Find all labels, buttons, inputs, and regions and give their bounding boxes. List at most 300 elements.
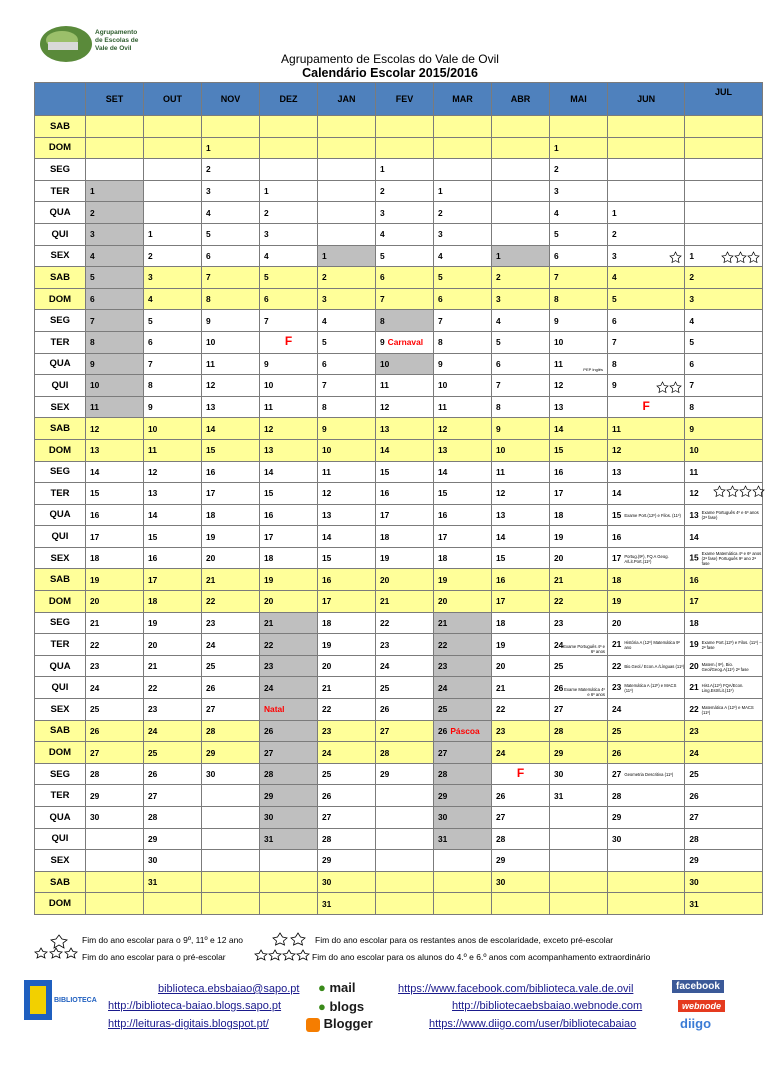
exam-note: Bio.Geol./ Econ.A /Línguas (11º)	[624, 664, 685, 670]
day-number: 27	[612, 769, 622, 780]
day-cell	[260, 483, 318, 505]
day-cell	[492, 461, 550, 483]
day-cell	[608, 742, 685, 764]
day-cell	[685, 699, 762, 721]
day-number: 23	[322, 725, 332, 736]
day-cell	[260, 159, 318, 181]
day-number: 9	[148, 402, 153, 413]
day-cell	[608, 763, 685, 785]
day-cell	[318, 202, 376, 224]
day-number: 20	[496, 661, 506, 672]
day-cell	[144, 439, 202, 461]
day-cell	[144, 288, 202, 310]
day-cell	[685, 267, 762, 289]
day-number: 25	[206, 661, 216, 672]
day-cell	[608, 828, 685, 850]
day-cell	[376, 288, 434, 310]
day-number: 22	[689, 703, 699, 714]
day-cell	[434, 159, 492, 181]
day-number: 30	[206, 769, 216, 780]
weekday-label: QUA	[35, 655, 86, 677]
day-number: 3	[689, 294, 694, 305]
day-cell	[260, 785, 318, 807]
calendar-row	[35, 461, 763, 483]
day-number: 21	[148, 661, 158, 672]
day-cell	[376, 763, 434, 785]
day-number: 21	[264, 617, 274, 628]
day-cell	[202, 893, 260, 915]
blogspot-link[interactable]: http://leituras-digitais.blogspot.pt/	[108, 1018, 269, 1030]
day-number: 17	[90, 531, 100, 542]
day-cell	[376, 547, 434, 569]
day-number: 12	[90, 423, 100, 434]
day-cell	[202, 439, 260, 461]
day-number: 27	[554, 704, 564, 715]
day-number: 22	[264, 639, 274, 650]
day-cell	[86, 461, 144, 483]
day-number: 1	[438, 186, 443, 197]
day-number: 22	[438, 639, 448, 650]
day-number: 23	[264, 661, 274, 672]
weekday-label: SEG	[35, 461, 86, 483]
day-number: 14	[148, 509, 158, 520]
day-cell	[202, 223, 260, 245]
day-number: 16	[380, 488, 390, 499]
day-cell	[318, 137, 376, 159]
calendar-row	[35, 180, 763, 202]
day-cell	[608, 850, 685, 872]
day-cell	[492, 807, 550, 829]
day-number: 15	[554, 445, 564, 456]
day-cell	[492, 331, 550, 353]
month-header-jul: JUL	[685, 83, 762, 116]
day-number: 31	[689, 898, 699, 909]
day-cell	[376, 267, 434, 289]
day-cell	[144, 245, 202, 267]
day-number: 5	[380, 250, 385, 261]
day-cell	[260, 526, 318, 548]
day-cell	[376, 439, 434, 461]
day-cell	[434, 742, 492, 764]
day-cell	[144, 310, 202, 332]
day-cell	[550, 742, 608, 764]
day-cell	[86, 137, 144, 159]
day-cell	[434, 504, 492, 526]
star-legend-4-icon	[254, 948, 312, 962]
weekday-label: TER	[35, 483, 86, 505]
day-cell	[144, 547, 202, 569]
day-cell	[550, 331, 608, 353]
day-cell	[260, 742, 318, 764]
day-cell	[144, 396, 202, 418]
day-number: 13	[322, 509, 332, 520]
day-number: 18	[206, 509, 216, 520]
day-cell	[492, 245, 550, 267]
day-cell	[144, 461, 202, 483]
day-number: 8	[90, 337, 95, 348]
day-number: 1	[380, 164, 385, 175]
day-cell	[434, 547, 492, 569]
day-number: 30	[90, 812, 100, 823]
day-number: 8	[554, 294, 559, 305]
day-number: 8	[689, 402, 694, 413]
day-cell	[550, 202, 608, 224]
calendar-row	[35, 807, 763, 829]
day-number: 7	[322, 380, 327, 391]
day-cell	[318, 828, 376, 850]
day-cell	[685, 439, 762, 461]
day-cell	[144, 353, 202, 375]
day-number: 29	[206, 747, 216, 758]
day-number: 4	[438, 250, 443, 261]
day-number: 24	[554, 639, 564, 650]
day-cell	[318, 267, 376, 289]
day-number: 13	[612, 466, 622, 477]
day-cell	[492, 267, 550, 289]
day-number: 13	[438, 445, 448, 456]
day-cell	[685, 742, 762, 764]
calendar-row	[35, 223, 763, 245]
facebook-link[interactable]: https://www.facebook.com/biblioteca.vale.de.ovil	[398, 983, 634, 995]
diigo-link[interactable]: https://www.diigo.com/user/bibliotecabaiao	[429, 1018, 637, 1030]
day-number: 21	[206, 574, 216, 585]
day-cell	[202, 310, 260, 332]
sapo-mail-brand: ● mail	[318, 980, 356, 995]
day-number: 19	[148, 617, 158, 628]
day-cell	[685, 202, 762, 224]
day-number: 3	[206, 186, 211, 197]
weekday-label: DOM	[35, 742, 86, 764]
day-cell	[318, 720, 376, 742]
day-cell	[434, 569, 492, 591]
ferias-mark: F	[284, 333, 293, 348]
day-number: 25	[380, 682, 390, 693]
day-number: 18	[438, 553, 448, 564]
day-number: 2	[206, 164, 211, 175]
day-number: 23	[206, 617, 216, 628]
email-link[interactable]: biblioteca.ebsbaiao@sapo.pt	[158, 983, 300, 995]
day-cell	[260, 612, 318, 634]
day-cell	[86, 569, 144, 591]
day-cell	[550, 526, 608, 548]
day-cell	[376, 245, 434, 267]
day-cell	[434, 353, 492, 375]
day-cell	[144, 850, 202, 872]
day-cell	[685, 850, 762, 872]
day-cell	[260, 375, 318, 397]
day-number: 15	[380, 466, 390, 477]
calendar-row	[35, 331, 763, 353]
month-header-row	[35, 83, 763, 116]
day-number: 15	[496, 553, 506, 564]
calendar-row	[35, 202, 763, 224]
day-cell	[86, 483, 144, 505]
day-cell	[434, 763, 492, 785]
day-cell	[318, 785, 376, 807]
day-number: 14	[438, 466, 448, 477]
day-cell	[608, 591, 685, 613]
calendar-row	[35, 159, 763, 181]
month-header-jun: JUN	[608, 83, 685, 116]
day-number: 3	[438, 229, 443, 240]
day-number: 12	[689, 488, 699, 499]
day-number: 13	[264, 445, 274, 456]
day-cell	[685, 655, 762, 677]
day-cell	[86, 612, 144, 634]
day-number: 1	[496, 250, 501, 261]
day-cell	[492, 418, 550, 440]
day-cell	[608, 418, 685, 440]
day-number: 8	[496, 402, 501, 413]
day-number: 23	[689, 725, 699, 736]
day-number: 26	[438, 725, 448, 736]
day-number: 16	[612, 531, 622, 542]
day-cell	[685, 807, 762, 829]
day-number: 25	[689, 769, 699, 780]
day-cell	[260, 547, 318, 569]
day-number: 4	[322, 315, 327, 326]
day-cell	[86, 677, 144, 699]
day-number: 26	[90, 725, 100, 736]
day-number: 24	[206, 639, 216, 650]
day-number: 3	[264, 229, 269, 240]
day-cell	[685, 677, 762, 699]
calendar-row	[35, 504, 763, 526]
sapo-blogs-brand: ● blogs	[318, 999, 365, 1014]
corner-cell	[35, 83, 86, 116]
day-number: 9	[496, 423, 501, 434]
day-cell	[202, 871, 260, 893]
day-cell	[202, 807, 260, 829]
day-cell	[434, 483, 492, 505]
day-cell	[86, 547, 144, 569]
day-cell	[434, 807, 492, 829]
day-number: 23	[148, 704, 158, 715]
day-number: 24	[689, 747, 699, 758]
day-cell	[260, 137, 318, 159]
day-cell	[202, 137, 260, 159]
day-number: 17	[612, 552, 622, 563]
day-number: 20	[612, 617, 622, 628]
day-number: 22	[206, 596, 216, 607]
day-number: 31	[554, 790, 564, 801]
day-number: 20	[206, 553, 216, 564]
day-number: 13	[206, 402, 216, 413]
day-number: 30	[322, 877, 332, 888]
day-number: 2	[438, 207, 443, 218]
day-cell	[144, 677, 202, 699]
day-number: 6	[496, 358, 501, 369]
day-cell	[318, 634, 376, 656]
weekday-label: QUA	[35, 202, 86, 224]
day-number: 30	[612, 833, 622, 844]
day-cell	[144, 742, 202, 764]
day-cell	[434, 461, 492, 483]
day-number: 22	[322, 704, 332, 715]
day-cell	[86, 763, 144, 785]
ferias-mark: F	[516, 765, 525, 780]
day-cell	[492, 699, 550, 721]
day-cell	[376, 461, 434, 483]
day-number: 29	[148, 833, 158, 844]
day-number: 29	[90, 790, 100, 801]
day-cell	[550, 180, 608, 202]
day-number: 16	[148, 553, 158, 564]
exam-note: Exame Port.(12º) e Filos. (11º) – 2ª fase	[701, 639, 762, 650]
day-number: 7	[264, 315, 269, 326]
day-cell	[608, 655, 685, 677]
calendar-title: Calendário Escolar 2015/2016	[302, 66, 478, 80]
day-cell	[376, 634, 434, 656]
day-cell	[685, 418, 762, 440]
day-cell	[202, 504, 260, 526]
svg-text:Agrupamento: Agrupamento	[95, 29, 138, 36]
day-number: 24	[90, 682, 100, 693]
day-cell	[376, 331, 434, 353]
day-cell	[492, 871, 550, 893]
school-calendar-table	[34, 82, 763, 915]
day-number: 18	[380, 531, 390, 542]
weekday-label: SEX	[35, 245, 86, 267]
day-number: 22	[496, 704, 506, 715]
day-cell	[144, 871, 202, 893]
day-number: 7	[90, 315, 95, 326]
day-cell	[202, 267, 260, 289]
day-number: 27	[90, 747, 100, 758]
day-cell	[260, 396, 318, 418]
day-number: 18	[554, 509, 564, 520]
day-cell	[685, 612, 762, 634]
day-cell	[434, 850, 492, 872]
exam-note: Matemática A (12º) e MACS (11º)	[701, 704, 754, 715]
day-cell	[144, 267, 202, 289]
day-number: 17	[206, 488, 216, 499]
day-number: 4	[689, 315, 694, 326]
day-number: 9	[206, 315, 211, 326]
day-number: 20	[689, 660, 699, 671]
day-cell	[376, 310, 434, 332]
day-cell	[434, 828, 492, 850]
day-number: 24	[264, 682, 274, 693]
day-cell	[86, 720, 144, 742]
star-end-preschool-icon	[721, 251, 760, 266]
calendar-row	[35, 785, 763, 807]
day-cell	[608, 310, 685, 332]
day-cell	[492, 742, 550, 764]
day-number: 11	[380, 380, 389, 391]
weekday-label: SAB	[35, 871, 86, 893]
day-number: 23	[90, 661, 100, 672]
weekday-label: SAB	[35, 116, 86, 138]
day-cell	[492, 288, 550, 310]
day-cell	[434, 418, 492, 440]
day-cell	[685, 569, 762, 591]
day-cell	[260, 353, 318, 375]
webnode-badge: webnode	[678, 1000, 725, 1012]
calendar-row	[35, 245, 763, 267]
weekday-label: SEG	[35, 612, 86, 634]
day-cell	[685, 180, 762, 202]
day-cell	[608, 288, 685, 310]
day-number: 28	[206, 725, 216, 736]
day-cell	[434, 202, 492, 224]
calendar-row	[35, 612, 763, 634]
day-number: 26	[612, 747, 622, 758]
day-number: 2	[264, 207, 269, 218]
month-header-nov: NOV	[202, 83, 260, 116]
day-number: 20	[148, 639, 158, 650]
day-cell	[202, 483, 260, 505]
day-number: 27	[206, 704, 216, 715]
day-number: 14	[554, 423, 564, 434]
day-cell	[144, 180, 202, 202]
day-cell	[86, 375, 144, 397]
day-cell	[434, 180, 492, 202]
day-number: 4	[380, 229, 385, 240]
day-cell	[318, 245, 376, 267]
day-number: 13	[380, 423, 390, 434]
day-number: 14	[206, 423, 216, 434]
calendar-row	[35, 483, 763, 505]
day-cell	[86, 634, 144, 656]
exam-note: Matemática A (12º) e MACS (11º)	[624, 683, 677, 694]
webnode-link[interactable]: http://bibliotecaebsbaiao.webnode.com	[452, 1000, 643, 1012]
day-cell	[550, 807, 608, 829]
day-cell	[376, 483, 434, 505]
day-number: 30	[496, 877, 506, 888]
day-number: 10	[380, 358, 390, 369]
day-number: 20	[90, 596, 100, 607]
day-cell	[318, 677, 376, 699]
day-number: 25	[438, 704, 448, 715]
day-cell	[144, 807, 202, 829]
calendar-row	[35, 418, 763, 440]
day-cell	[260, 850, 318, 872]
day-number: 28	[554, 725, 564, 736]
calendar-row	[35, 742, 763, 764]
day-number: 17	[496, 596, 506, 607]
day-number: 8	[380, 315, 385, 326]
day-cell	[608, 396, 685, 418]
day-cell	[144, 116, 202, 138]
day-cell	[492, 223, 550, 245]
day-cell	[492, 202, 550, 224]
day-cell	[376, 850, 434, 872]
blog-sapo-link[interactable]: http://biblioteca-baiao.blogs.sapo.pt	[108, 1000, 282, 1012]
day-number: 29	[380, 769, 390, 780]
day-number: 8	[206, 294, 211, 305]
day-number: 2	[380, 186, 385, 197]
day-cell	[492, 180, 550, 202]
weekday-label: SEG	[35, 159, 86, 181]
day-number: 7	[380, 294, 385, 305]
weekday-label: QUA	[35, 353, 86, 375]
day-number: 11	[148, 445, 157, 456]
legend-text-1: Fim do ano escolar para o 9º, 11º e 12 ano	[82, 935, 244, 945]
day-cell	[376, 785, 434, 807]
weekday-label: SAB	[35, 267, 86, 289]
day-cell	[260, 223, 318, 245]
day-cell	[260, 871, 318, 893]
day-number: 19	[90, 574, 100, 585]
day-cell	[202, 245, 260, 267]
day-cell	[376, 159, 434, 181]
day-number: 12	[206, 380, 216, 391]
day-number: 14	[322, 531, 332, 542]
day-number: 18	[264, 553, 274, 564]
day-cell	[318, 461, 376, 483]
day-number: 8	[322, 402, 327, 413]
